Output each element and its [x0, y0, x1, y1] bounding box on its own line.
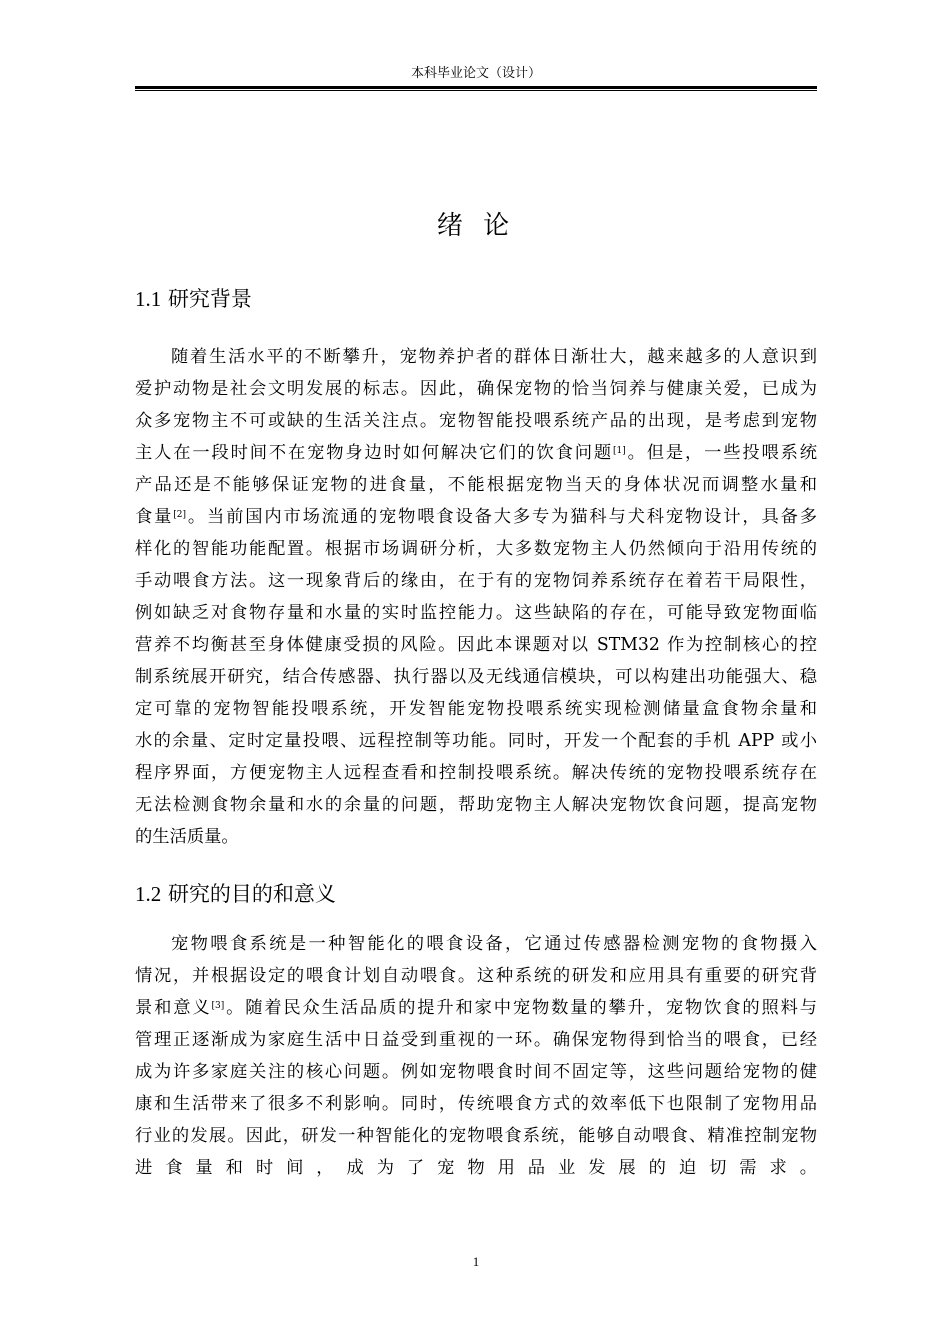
header-rule — [135, 86, 817, 89]
text-line — [135, 437, 817, 469]
section-number: 1.2 — [135, 882, 162, 906]
citation-marker: [1] — [613, 446, 626, 456]
text-line: 情况，并根据设定的喂食计划自动喂食。这种系统的研发和应用具有重要的研究背 — [135, 966, 817, 986]
text-segment: 主人在一段时间不在宠物身边时如何解决它们的饮食问题 — [135, 443, 614, 463]
text-line: 随着生活水平的不断攀升，宠物养护者的群体日渐壮大，越来越多的人意识到 — [171, 347, 817, 367]
paragraph-research-background — [135, 341, 817, 853]
text-line: 成为许多家庭关注的核心问题。例如宠物喂食时间不固定等，这些问题给宠物的健 — [135, 1062, 817, 1082]
text-line — [135, 992, 817, 1024]
text-segment: 景和意义 — [135, 998, 212, 1018]
text-line: 程序界面，方便宠物主人远程查看和控制投喂系统。解决传统的宠物投喂系统存在 — [135, 763, 817, 783]
citation-marker: [3] — [211, 1001, 225, 1011]
text-segment: 食量 — [135, 507, 174, 527]
text-line: 定可靠的宠物智能投喂系统，开发智能宠物投喂系统实现检测储量盒食物余量和 — [135, 699, 817, 719]
paragraph-purpose-significance — [135, 928, 817, 1184]
text-line: 的生活质量。 — [135, 827, 239, 847]
section-heading-1-2 — [135, 879, 817, 909]
running-header: 本科毕业论文（设计） — [410, 66, 541, 81]
text-line: 产品还是不能够保证宠物的进食量，不能根据宠物当天的身体状况而调整水量和 — [135, 475, 817, 495]
text-line: 样化的智能功能配置。根据市场调研分析，大多数宠物主人仍然倾向于沿用传统的 — [135, 539, 817, 559]
text-line: 例如缺乏对食物存量和水量的实时监控能力。这些缺陷的存在，可能导致宠物面临 — [135, 603, 817, 623]
text-line: 进食量和时间，成为了宠物用品业发展的迫切需求。 — [135, 1158, 817, 1178]
text-segment: 。随着民众生活品质的提升和家中宠物数量的攀升，宠物饮食的照料与 — [224, 998, 817, 1018]
text-line: 水的余量、定时定量投喂、远程控制等功能。同时，开发一个配套的手机 APP 或小 — [135, 731, 817, 751]
citation-marker: [2] — [173, 510, 186, 520]
section-number: 1.1 — [135, 287, 162, 311]
text-line: 营养不均衡甚至身体健康受损的风险。因此本课题对以 STM32 作为控制核心的控 — [135, 635, 817, 655]
text-line: 康和生活带来了很多不利影响。同时，传统喂食方式的效率低下也限制了宠物用品 — [135, 1094, 817, 1114]
section-heading-1-1 — [135, 284, 817, 314]
text-line: 制系统展开研究，结合传感器、执行器以及无线通信模块，可以构建出功能强大、稳 — [135, 667, 817, 687]
text-line: 行业的发展。因此，研发一种智能化的宠物喂食系统，能够自动喂食、精准控制宠物 — [135, 1126, 817, 1146]
page-number: 1 — [472, 1254, 480, 1269]
text-line: 宠物喂食系统是一种智能化的喂食设备，它通过传感器检测宠物的食物摄入 — [171, 934, 817, 954]
text-line: 众多宠物主不可或缺的生活关注点。宠物智能投喂系统产品的出现，是考虑到宠物 — [135, 411, 817, 431]
text-line — [135, 501, 817, 533]
text-line: 爱护动物是社会文明发展的标志。因此，确保宠物的恰当饲养与健康关爱，已成为 — [135, 379, 817, 399]
chapter-title: 绪 论 — [436, 211, 516, 241]
section-title: 研究背景 — [167, 287, 252, 311]
text-segment: 。当前国内市场流通的宠物喂食设备大多专为猫科与犬科宠物设计，具备多 — [186, 507, 817, 527]
text-line: 无法检测食物余量和水的余量的问题，帮助宠物主人解决宠物饮食问题，提高宠物 — [135, 795, 817, 815]
text-line: 手动喂食方法。这一现象背后的缘由，在于有的宠物饲养系统存在着若干局限性， — [135, 571, 817, 591]
section-title: 研究的目的和意义 — [167, 882, 336, 906]
header-rule-thin — [135, 90, 817, 91]
text-segment: 。但是，一些投喂系统 — [625, 443, 817, 463]
text-line: 管理正逐渐成为家庭生活中日益受到重视的一环。确保宠物得到恰当的喂食，已经 — [135, 1030, 817, 1050]
